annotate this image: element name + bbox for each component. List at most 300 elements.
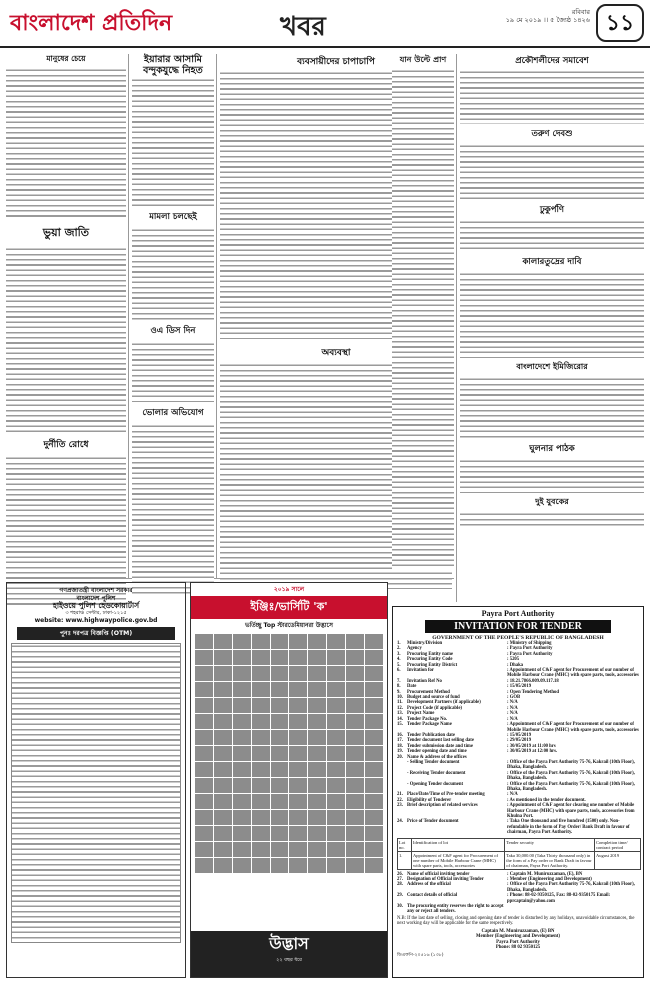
tender-no: 18. <box>397 743 403 749</box>
tender-gov: GOVERNMENT OF THE PEOPLE'S REPUBLIC OF BANGLADESH <box>432 635 604 641</box>
tender-value: : Phone: 88-02-9350125, Fax: 88-02-9350175 Email: pprcaptain@yahoo.com <box>507 893 611 904</box>
student-photo <box>271 858 289 873</box>
student-photo <box>365 826 383 841</box>
tender-value: : Office of the Payra Port Authority 75-76, Kakrail (10th Floor), Dhaka, Bangladesh. <box>507 770 635 782</box>
student-photo <box>252 666 270 681</box>
newspaper-logo: বাংলাদেশ প্রতিদিন <box>10 10 173 36</box>
tender-no: 4. <box>397 657 401 663</box>
notice-table <box>11 643 181 943</box>
signer-org: Payra Port Authority <box>496 939 540 945</box>
tender-label: Tender document last selling date <box>407 738 474 744</box>
tender-row <box>397 760 639 771</box>
student-photo <box>214 714 232 729</box>
student-photo <box>233 634 251 649</box>
student-photo <box>289 826 307 841</box>
article-headline: যান উল্টে প্রাণ <box>399 54 447 64</box>
article-headline: প্রকৌশলীদের সমাবেশ <box>515 56 589 66</box>
student-photo <box>195 666 213 681</box>
student-photo <box>214 650 232 665</box>
column-rule <box>128 54 129 578</box>
tender-no: 3. <box>397 651 401 657</box>
tender-no: 23. <box>397 803 403 809</box>
ad-brand: উদ্ভাস <box>269 934 309 953</box>
student-photo <box>327 858 345 873</box>
dateline <box>480 8 590 25</box>
student-photo <box>289 794 307 809</box>
tender-no: 17. <box>397 738 403 744</box>
student-photo <box>233 682 251 697</box>
student-photo <box>195 826 213 841</box>
article-headline: ঢুকুর্পণি <box>539 205 565 215</box>
tender-no: 20. <box>397 754 403 760</box>
table-header: Completion time/ contract period <box>595 838 641 851</box>
student-photo <box>365 858 383 873</box>
student-photo <box>233 794 251 809</box>
student-photo <box>289 730 307 745</box>
student-photo <box>327 826 345 841</box>
article-body <box>460 459 644 493</box>
tender-label: Eligibility of Tenderer <box>407 797 452 803</box>
tender-label: Invitation Ref No <box>407 678 442 684</box>
student-photo <box>327 650 345 665</box>
ad-headline: ইঞ্জিঃ/ভার্সিটি 'ক' <box>191 596 387 619</box>
tender-value: : 15/05/2019 <box>507 684 532 690</box>
student-photo <box>308 762 326 777</box>
student-photo <box>365 778 383 793</box>
student-photo <box>289 714 307 729</box>
student-photo <box>308 666 326 681</box>
date: ১৯ মে ২০১৯ ।। ৫ জ্যৈষ্ঠ ১৪২৬ <box>505 16 590 25</box>
ad-subheading: ভর্তিচ্ছু Top স্টারডেমিয়ানরা উদ্ভাসে <box>245 622 333 629</box>
student-photo <box>365 714 383 729</box>
student-photo <box>233 666 251 681</box>
student-photo <box>214 826 232 841</box>
student-photo <box>308 842 326 857</box>
tender-value: : Appointment of C&F agent for clearing one number of Mobile Harbour Crane (MHC) with spare parts, tools, accessories from Khulna Port. <box>507 803 635 819</box>
article-body <box>132 424 214 594</box>
tender-ref: ডিএফপি-২০৫১৬ (১৩৮) <box>397 953 444 959</box>
student-photo <box>365 650 383 665</box>
table-cell: August 2019 <box>595 851 641 869</box>
tender-label: The procuring entity reserves the right to accept any or reject all tenders. <box>407 904 504 915</box>
article-body <box>132 78 214 206</box>
ad-year: ২০১৯ সালে <box>273 586 305 593</box>
tender-value: : Ministry of Shipping <box>507 641 552 646</box>
student-photo <box>233 746 251 761</box>
article-headline: দুর্নীতি রোধে <box>43 440 89 450</box>
notice-dept: বাংলাদেশ পুলিশ <box>76 594 116 602</box>
tender-label: Procurement Method <box>407 689 450 695</box>
tender-label: Development Partners (if applicable) <box>407 700 481 706</box>
tender-value: : Appointment of C&F agent for Procurement of our number of Mobile Harbour Crane (MHC) with spare parts, tools, accessories <box>507 722 639 733</box>
tender-value: : Office of the Payra Port Authority 75-76, Kakrail (10th Floor), Dhaka, Bangladesh. <box>507 882 635 893</box>
tender-value: : N/A <box>507 792 518 798</box>
table-header: Identification of lot <box>412 838 505 851</box>
student-photo <box>308 858 326 873</box>
student-photo <box>346 810 364 825</box>
tender-value: : N/A <box>507 705 518 711</box>
student-photo <box>271 762 289 777</box>
tender-label: Procuring Entity Code <box>407 657 453 663</box>
student-photo <box>289 698 307 713</box>
student-photo <box>271 778 289 793</box>
tender-no: 6. <box>397 668 401 674</box>
student-photo <box>252 794 270 809</box>
column-4 <box>392 52 454 569</box>
student-photo <box>214 778 232 793</box>
table-header: Lot no. <box>398 838 412 851</box>
student-photo <box>195 778 213 793</box>
student-photo <box>195 762 213 777</box>
page-number: ১১ <box>596 4 644 42</box>
student-photo <box>308 730 326 745</box>
tender-row <box>397 904 639 915</box>
student-photo <box>365 794 383 809</box>
student-photo <box>252 698 270 713</box>
student-photo <box>252 762 270 777</box>
section-title: খবর <box>280 12 326 42</box>
student-photo <box>346 826 364 841</box>
tender-no: 10. <box>397 695 403 701</box>
ad-slogan: ২২ বছর ধরে <box>276 957 302 963</box>
tender-row <box>397 819 639 835</box>
article-body <box>460 377 644 439</box>
student-photo <box>195 794 213 809</box>
student-photo <box>346 778 364 793</box>
student-photo <box>214 666 232 681</box>
student-photo <box>289 762 307 777</box>
student-photo <box>289 650 307 665</box>
tender-no <box>397 782 407 793</box>
table-cell: Appointment of C&F agent for Procurement of one number of Mobile Harbour Crane (MHC) with spare parts, tools, accessories <box>412 851 505 869</box>
student-photo <box>252 778 270 793</box>
tender-value: : N/A <box>507 711 518 717</box>
tender-no: 28. <box>397 882 403 888</box>
student-photo <box>195 730 213 745</box>
tender-no: 26. <box>397 871 403 877</box>
tender-value <box>507 904 639 915</box>
tender-label: Tender submission date and time <box>407 743 473 749</box>
column-2 <box>132 52 214 594</box>
student-photo <box>327 794 345 809</box>
student-photo <box>327 746 345 761</box>
student-photo <box>233 810 251 825</box>
student-photo <box>271 682 289 697</box>
student-photo <box>327 698 345 713</box>
tender-label: Procuring Entity District <box>407 662 458 668</box>
student-photo <box>365 666 383 681</box>
tender-no: 12. <box>397 705 403 711</box>
tender-value: : Captain M. Muniruzzaman, (E), BN <box>507 871 583 877</box>
student-photo <box>271 842 289 857</box>
tender-no: 11. <box>397 700 403 706</box>
student-photo <box>289 666 307 681</box>
student-photo <box>214 698 232 713</box>
student-photo <box>195 810 213 825</box>
article-headline: ভোলার অভিযোগ <box>142 408 204 418</box>
tender-no: 9. <box>397 689 401 695</box>
article-body <box>132 342 214 402</box>
column-5 <box>460 52 644 526</box>
tender-value: : Office of the Payra Port Authority 75-76, Kakrail (10th Floor), Dhaka, Bangladesh. <box>507 781 635 792</box>
article-body <box>460 272 644 358</box>
tender-row <box>397 722 639 733</box>
student-photo <box>346 746 364 761</box>
student-photo <box>252 858 270 873</box>
student-photo <box>271 698 289 713</box>
student-photo <box>327 714 345 729</box>
student-photo <box>195 634 213 649</box>
student-photo <box>365 730 383 745</box>
article-headline: অব্যবস্থা <box>321 348 351 358</box>
tender-label: Tender Publication date <box>407 732 455 738</box>
student-photo <box>346 650 364 665</box>
student-photo <box>365 762 383 777</box>
tender-no: 2. <box>397 646 401 652</box>
article-headline: মানুষের চেয়ে <box>46 54 86 63</box>
column-rule <box>456 54 457 602</box>
student-photo <box>214 746 232 761</box>
tender-value: : As mentioned in the tender document. <box>507 797 586 803</box>
student-photo <box>271 794 289 809</box>
tender-value: : Payra Port Authority <box>507 646 553 652</box>
student-photo <box>365 682 383 697</box>
student-photo <box>365 842 383 857</box>
tender-value: : 5205 <box>507 657 520 663</box>
tender-label: - Receiving Tender document <box>407 770 466 776</box>
signer-name: Captain M. Muniruzzaman, (E) BN <box>481 928 555 934</box>
tender-org: Payra Port Authority <box>481 609 555 618</box>
student-photo <box>195 842 213 857</box>
tender-note: N.B: If the last date of selling, closing and opening date of tender is disturbed by any holidays, unavoidable circumstances, the next working day will be applicable for the same respectively. <box>397 915 635 927</box>
article-body <box>6 247 126 433</box>
student-photo <box>252 842 270 857</box>
article-headline: ইয়ারার আসামি বন্দুকযুদ্ধে নিহত <box>143 54 203 76</box>
tender-label: Budget and source of fund <box>407 695 460 701</box>
tender-label: Designation of Official inviting Tender <box>407 877 484 883</box>
notice-title: পুনঃ দরপত্র বিজ্ঞপ্তি (OTM) <box>17 627 175 640</box>
student-photo <box>233 650 251 665</box>
tender-label: Tender opening date and time <box>407 749 467 755</box>
tender-label: Price of Tender document <box>407 819 459 825</box>
article-headline: বাংলাদেশে ইমিজিরোর <box>516 361 588 371</box>
tender-label: Ministry/Division <box>407 641 443 646</box>
tender-value: : Member (Engineering and Development) <box>507 877 592 883</box>
student-photo <box>308 778 326 793</box>
article-body <box>460 512 644 526</box>
student-photo <box>252 714 270 729</box>
student-photo <box>214 634 232 649</box>
student-photo <box>365 746 383 761</box>
table-cell: Taka 30,000.00 (Taka Thirty thousand only) in the form of a Pay order or Bank Draft in favour of chairman, Payra Port Authority. <box>505 851 595 869</box>
student-photo <box>214 762 232 777</box>
student-photo <box>195 650 213 665</box>
tender-label: Contact details of official <box>407 893 458 899</box>
student-photo <box>233 762 251 777</box>
student-photo <box>289 682 307 697</box>
student-photo <box>252 634 270 649</box>
student-photo <box>233 698 251 713</box>
tender-value: : GOB <box>507 695 521 701</box>
student-photo <box>327 730 345 745</box>
tender-no: 13. <box>397 711 403 717</box>
tender-row <box>397 771 639 782</box>
student-photo <box>252 682 270 697</box>
notice-website: website: www.highwaypolice.gov.bd <box>34 617 158 624</box>
tender-value: : Appointment of C&F agent for Procurement of our number of Mobile Harbour Crane (MHC) with spare parts, tools, accessories <box>507 668 639 679</box>
student-photo <box>214 682 232 697</box>
student-photo <box>308 650 326 665</box>
tender-value: : Open Tendering Method <box>507 689 559 695</box>
tender-row <box>397 668 639 679</box>
column-1 <box>6 52 126 606</box>
tender-no: 29. <box>397 893 403 899</box>
article-headline: ভুয়া জাতি <box>42 226 90 239</box>
student-photo <box>346 714 364 729</box>
tender-value: : Payra Port Authority <box>507 651 553 657</box>
student-photo <box>214 794 232 809</box>
student-photo <box>252 826 270 841</box>
student-photo <box>308 810 326 825</box>
article-body <box>6 68 126 220</box>
student-photo <box>308 682 326 697</box>
tender-rows <box>393 641 643 836</box>
article-headline: দুই যুবকের <box>535 496 569 506</box>
student-photo <box>195 682 213 697</box>
column-rule <box>216 54 217 578</box>
tender-label: Place/Date/Time of Pre-tender meeting <box>407 792 485 798</box>
tender-lot-table <box>397 838 641 870</box>
ad-footer <box>191 931 387 977</box>
signer-phone: Phone: 88 02 9350125 <box>495 945 541 951</box>
student-photo <box>195 714 213 729</box>
student-photo <box>195 698 213 713</box>
student-photo <box>252 650 270 665</box>
student-photo <box>308 714 326 729</box>
tender-value: : 18.21.7866.009.09.117.18 <box>507 678 559 684</box>
student-photo <box>327 682 345 697</box>
article-headline: তরুণ দেবশু <box>531 129 573 139</box>
tender-no: 8. <box>397 684 401 690</box>
student-photo <box>271 650 289 665</box>
student-photo <box>327 634 345 649</box>
article-body <box>460 220 644 252</box>
student-photo <box>271 810 289 825</box>
table-cell: 1. <box>398 851 412 869</box>
tender-label: Name of official inviting tender <box>407 871 470 877</box>
tender-label: - Opening Tender document <box>407 781 464 787</box>
student-photo <box>346 634 364 649</box>
student-photo <box>308 746 326 761</box>
student-photo <box>346 682 364 697</box>
tender-value: : 30/05/2019 at 11:00 hrs <box>507 743 556 749</box>
tender-no: 15. <box>397 722 403 728</box>
tender-no: 27. <box>397 877 403 883</box>
notice-unit: হাইওয়ে পুলিশ হেডকোয়ার্টার্স <box>52 601 140 610</box>
tender-notice <box>392 606 644 978</box>
article-body <box>392 69 454 569</box>
student-photo <box>365 810 383 825</box>
tender-no <box>397 771 407 782</box>
tender-value: : Dhaka <box>507 662 524 668</box>
student-photo <box>289 746 307 761</box>
student-photo <box>271 714 289 729</box>
tender-label: Name & address of the offices <box>407 754 467 760</box>
student-photo <box>252 746 270 761</box>
article-headline: ব্যবসায়ীদের চাপাচাপি <box>297 57 375 67</box>
student-photo <box>233 858 251 873</box>
student-photo <box>195 858 213 873</box>
coaching-advertisement <box>190 582 388 978</box>
student-photo <box>271 826 289 841</box>
student-photo <box>214 858 232 873</box>
article-headline: কালারতুদ্রের দাবি <box>522 257 582 267</box>
student-photo <box>214 810 232 825</box>
student-photo <box>346 762 364 777</box>
student-photo <box>327 666 345 681</box>
student-photo <box>289 634 307 649</box>
student-photo-grid <box>195 634 383 873</box>
student-photo <box>233 714 251 729</box>
tender-label: Agency <box>407 646 422 652</box>
student-photo <box>327 810 345 825</box>
student-photo <box>214 730 232 745</box>
student-photo <box>271 634 289 649</box>
tender-label: Tender Package No. <box>407 716 447 722</box>
tender-label: Project Name <box>407 711 435 717</box>
tender-title: INVITATION FOR TENDER <box>425 620 611 633</box>
student-photo <box>365 634 383 649</box>
tender-no: 24. <box>397 819 403 825</box>
tender-label: Brief description of related services <box>407 803 478 809</box>
tender-no: 30. <box>397 904 403 910</box>
tender-signature <box>393 929 643 951</box>
student-photo <box>346 666 364 681</box>
tender-row <box>397 893 639 904</box>
tender-no: 14. <box>397 716 403 722</box>
tender-no: 19. <box>397 749 403 755</box>
tender-rows-2 <box>393 872 643 915</box>
tender-no: 5. <box>397 662 401 668</box>
tender-label: - Selling Tender document <box>407 759 460 765</box>
masthead <box>0 0 650 48</box>
student-photo <box>327 778 345 793</box>
tender-no: 7. <box>397 678 401 684</box>
tender-no <box>397 760 407 771</box>
article-headline: মামলা চলছেই <box>149 212 197 222</box>
student-photo <box>327 842 345 857</box>
student-photo <box>308 698 326 713</box>
student-photo <box>233 842 251 857</box>
notice-gov: গণপ্রজাতন্ত্রী বাংলাদেশ সরকার <box>59 587 133 594</box>
student-photo <box>233 826 251 841</box>
article-body <box>460 144 644 200</box>
student-photo <box>346 794 364 809</box>
tender-value: : 29/05/2019 <box>507 738 532 744</box>
notice-address: ৩ শহরাঞ্চ সেন্টার, ঢাকা-১২১৫ <box>65 609 127 616</box>
student-photo <box>346 858 364 873</box>
article-body <box>460 70 644 124</box>
student-photo <box>271 746 289 761</box>
tender-no: 1. <box>397 641 401 646</box>
tender-value: : 15/05/2019 <box>507 732 532 738</box>
signer-title: Member (Engineering and Development) <box>476 934 560 940</box>
tender-label: Address of the official <box>407 882 451 888</box>
student-photo <box>365 698 383 713</box>
student-photo <box>346 842 364 857</box>
student-photo <box>289 778 307 793</box>
tender-label: Procuring Entity name <box>407 651 454 657</box>
